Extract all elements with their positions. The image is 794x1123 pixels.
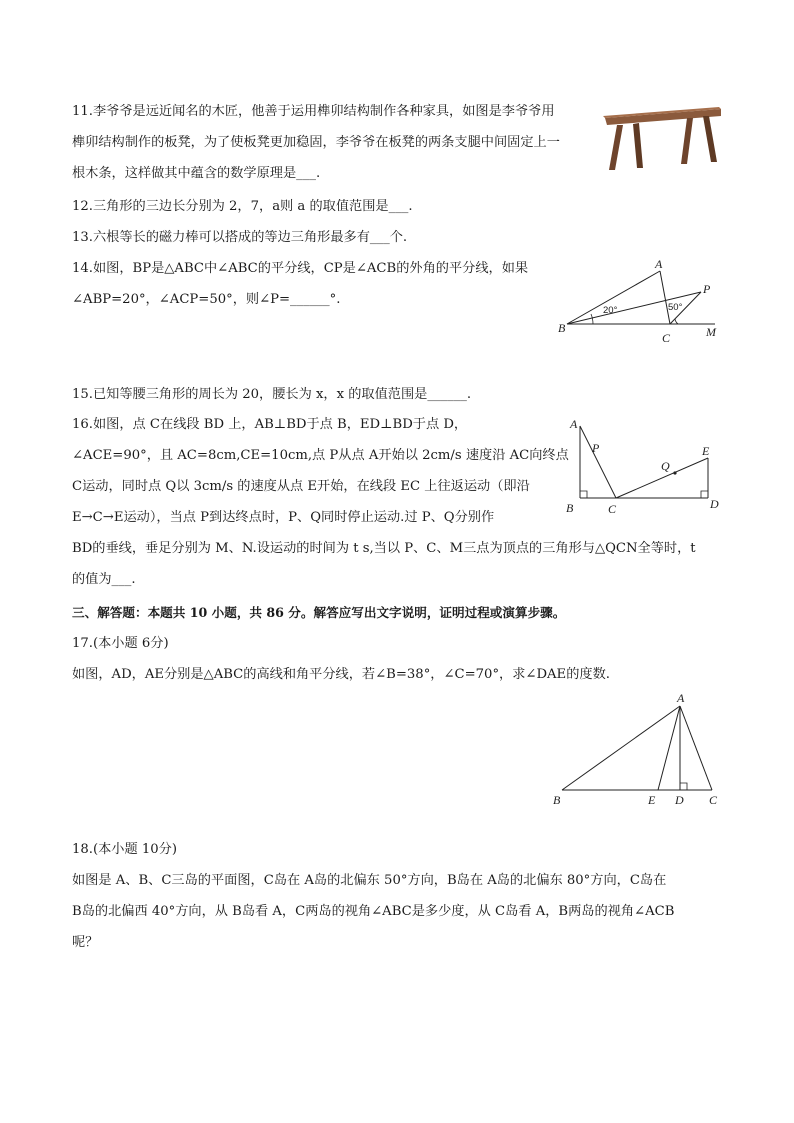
q16-line4: E→C→E运动），当点 P到达终点时，P、Q同时停止运动.过 P、Q分别作 (72, 510, 495, 525)
q17-line1: 如图，AD，AE分别是△ABC的高线和角平分线，若∠B=38°，∠C=70°，求∠DAE的度数. (72, 667, 610, 682)
q15-line1: 15.已知等腰三角形的周长为 20，腰长为 x，x 的取值范围是______. (72, 387, 472, 402)
q14-figure (555, 256, 725, 348)
q14-line1: 14.如图，BP是△ABC中∠ABC的平分线，CP是∠ACB的外角的平分线，如果 (72, 261, 529, 276)
q14-label-c: C (662, 331, 671, 345)
q14-label-a: A (655, 257, 663, 271)
q18-line1: 如图是 A、B、C三岛的平面图，C岛在 A岛的北偏东 50°方向，B岛在 A岛的北偏东 80°方向，C岛在 (72, 873, 667, 888)
q14-label-b: B (558, 321, 566, 335)
q17-header: 17.(本小题 6分) (72, 636, 169, 651)
q14-angle-20: 20° (603, 305, 618, 316)
q11-line2: 榫卯结构制作的板凳，为了使板凳更加稳固，李爷爷在板凳的两条支腿中间固定上一 (72, 135, 560, 150)
q11-line1: 11.李爷爷是远近闻名的木匠，他善于运用榫卯结构制作各种家具，如图是李爷爷用 (72, 104, 555, 119)
q16-line6: 的值为___. (72, 572, 136, 587)
q17-label-e: E (648, 793, 656, 807)
bench-image (603, 104, 723, 174)
q18-line3: 呢？ (72, 935, 99, 950)
q17-label-c: C (709, 793, 718, 807)
q16-line5: BD的垂线，垂足分别为 M、N.设运动的时间为 t s,当以 P、C、M三点为顶点的三角形与△QCN全等时，t (72, 541, 696, 556)
q17-label-d: D (675, 793, 684, 807)
q13-line1: 13.六根等长的磁力棒可以搭成的等边三角形最多有___个. (72, 230, 408, 245)
q16-figure (560, 414, 730, 518)
q16-label-b: B (566, 501, 574, 515)
q14-line2: ∠ABP=20°，∠ACP=50°，则∠P=______°. (72, 292, 341, 307)
q16-label-c: C (608, 502, 617, 516)
q14-label-m: M (706, 325, 716, 339)
section3-title: 三、解答题：本题共 10 小题，共 86 分。解答应写出文字说明，证明过程或演算步骤。 (72, 605, 566, 620)
q16-label-d: D (710, 497, 719, 511)
q16-label-e: E (702, 444, 710, 458)
q18-header: 18.(本小题 10分) (72, 842, 177, 857)
q17-label-a: A (677, 691, 685, 705)
q16-line1: 16.如图，点 C在线段 BD 上，AB⊥BD于点 B，ED⊥BD于点 D， (72, 417, 468, 432)
q12-line1: 12.三角形的三边长分别为 2，7，a则 a 的取值范围是___. (72, 199, 413, 214)
q16-label-p: P (592, 441, 600, 455)
q17-figure (548, 688, 728, 812)
q16-label-a: A (570, 417, 578, 431)
q16-label-q: Q (661, 459, 670, 473)
q17-label-b: B (553, 793, 561, 807)
q16-line3: C运动，同时点 Q以 3cm/s 的速度从点 E开始，在线段 EC 上往返运动（即沿 (72, 479, 530, 494)
q11-line3: 根木条，这样做其中蕴含的数学原理是___. (72, 166, 321, 181)
q14-label-p: P (703, 282, 711, 296)
q16-line2: ∠ACE=90°，且 AC=8cm,CE=10cm,点 P从点 A开始以 2cm/s 速度沿 AC向终点 (72, 448, 569, 463)
q18-line2: B岛的北偏西 40°方向，从 B岛看 A，C两岛的视角∠ABC是多少度，从 C岛看 A，B两岛的视角∠ACB (72, 904, 675, 919)
q14-angle-50: 50° (668, 302, 683, 313)
